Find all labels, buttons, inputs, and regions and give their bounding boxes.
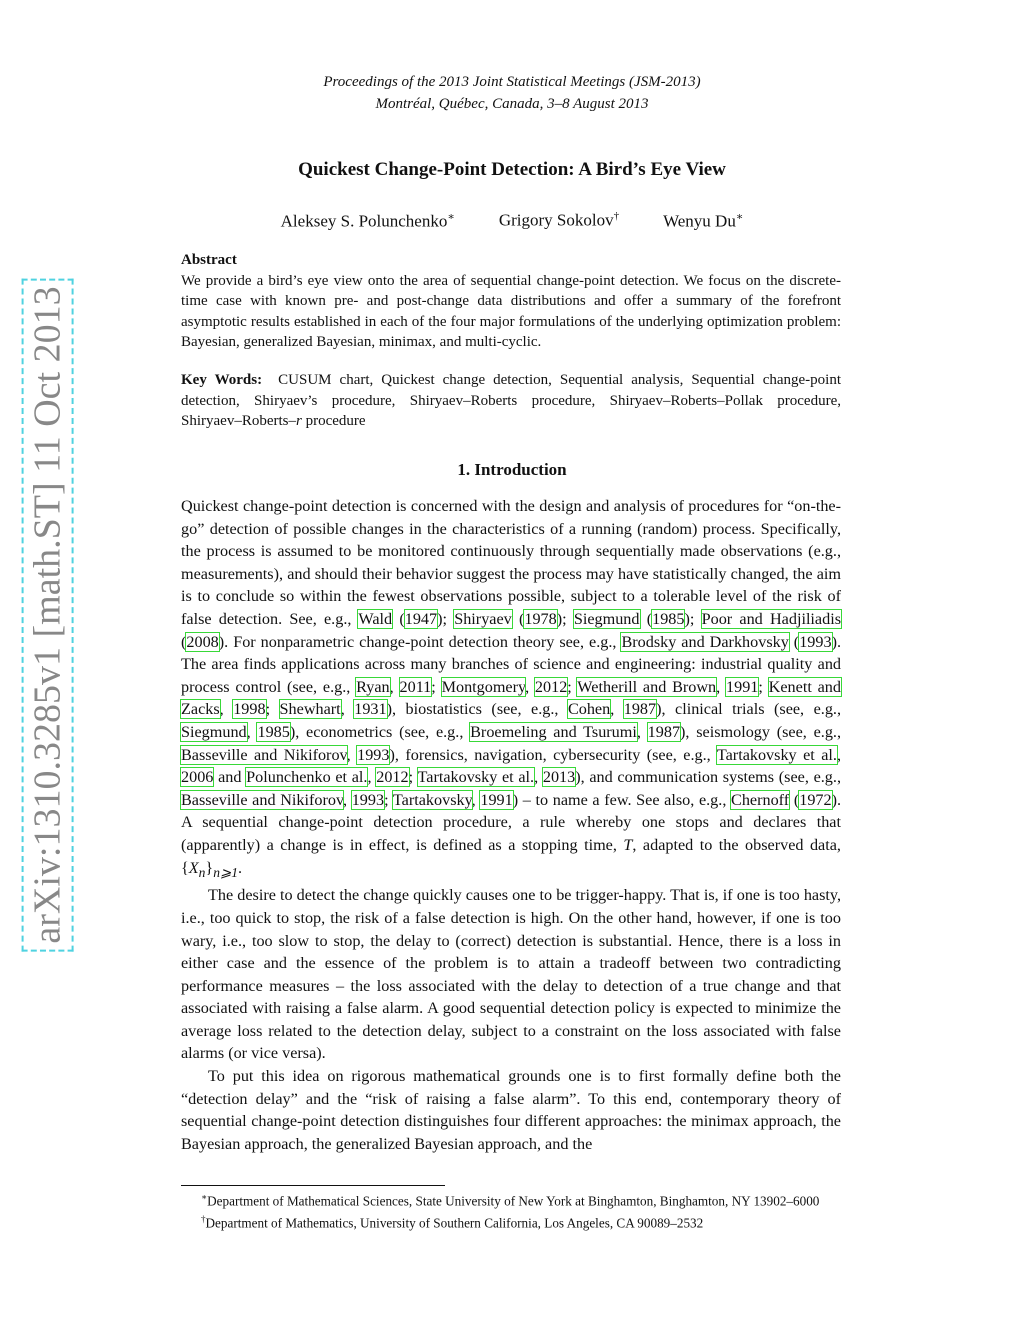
- citation-link[interactable]: Wetherill and Brown: [577, 677, 717, 696]
- abstract-text: We provide a bird’s eye view onto the area of sequential change-point detection. We focus on the discrete-time case with known pre- and post-change data distributions and offer a summary of the forefront asymptotic results established in each of the four major formulations of the underlying optimization problem: Bayesian, generalized Bayesian, minimax, and multi-cyclic.: [181, 272, 841, 350]
- citation-link[interactable]: Basseville and Nikiforov: [181, 790, 343, 809]
- citation-year-link[interactable]: 1993: [357, 745, 390, 764]
- keywords: Key Words: CUSUM chart, Quickest change detection, Sequential analysis, Sequential change-point detection, Shiryaev’s procedure, Shiryaev–Roberts procedure, Shiryaev–Roberts–Pollak procedure, Shiryaev–Roberts–r procedure: [181, 372, 841, 429]
- author: Grigory Sokolov†: [498, 210, 620, 230]
- paragraph: Quickest change-point detection is concerned with the design and analysis of procedures for “on-the-go” detection of possible changes in the characteristics of a running (random) process. Specifically, the process is assumed to be monitored continuously through sequentially made observations (e.g., measurements), and should their behavior suggest the process may have statistically changed, the aim is to conclude so within the fewest observations possible, subject to a tolerable level of the risk of false detection. See, e.g., Wald (1947); Shiryaev (1978); Siegmund (1985); Poor and Hadjiliadis (2008). For nonparametric change-point detection theory see, e.g., Brodsky and Darkhovsky (1993). The area finds applications across many branches of science and engineering: industrial quality and process control (see, e.g., Ryan, 2011; Montgomery, 2012; Wetherill and Brown, 1991; Kenett and Zacks, 1998; Shewhart, 1931), biostatistics (see, e.g., Cohen, 1987), clinical trials (see, e.g., Siegmund, 1985), econometrics (see, e.g., Broemeling and Tsurumi, 1987), seismology (see, e.g., Basseville and Nikiforov, 1993), forensics, navigation, cybersecurity (see, e.g., Tartakovsky et al., 2006 and Polunchenko et al., 2012; Tartakovsky et al., 2013), and communication systems (see, e.g., Basseville and Nikiforov, 1993; Tartakovsky, 1991) – to name a few. See also, e.g., Chernoff (1972). A sequential change-point detection procedure, a rule whereby one stops and declares that (apparently) a change is in effect, is defined as a stopping time, T, adapted to the observed data, $\{X_n\}_{n⩾1}$.: [181, 497, 842, 880]
- citation-year-link[interactable]: 2011: [399, 677, 432, 696]
- proceedings-line-1: Proceedings of the 2013 Joint Statistical Meetings (JSM-2013): [323, 74, 701, 90]
- citation-year-link[interactable]: 2013: [542, 768, 576, 787]
- citation-year-link[interactable]: 1987: [647, 722, 681, 741]
- citation-link[interactable]: Ryan: [356, 677, 390, 696]
- paragraph: To put this idea on rigorous mathematical grounds one is to first formally define both the “detection delay” and the “risk of raising a false alarm”. To this end, contemporary theory of sequential change-point detection distinguishes four different approaches: the minimax approach, the Bayesian approach, the generalized Bayesian approach, and the: [181, 1067, 841, 1153]
- citation-year-link[interactable]: 1993: [351, 790, 385, 809]
- proceedings-line-2: Montréal, Québec, Canada, 3–8 August 2013: [375, 96, 649, 112]
- citation-link[interactable]: Tartakovsky et al.: [417, 768, 535, 787]
- citation-link[interactable]: Polunchenko et al.: [246, 768, 368, 787]
- citation-link[interactable]: Siegmund: [573, 609, 640, 628]
- citation-link[interactable]: Poor and Hadjiliadis: [701, 609, 842, 628]
- keywords-text: CUSUM chart, Quickest change detection, Sequential analysis, Sequential change-point detection, Shiryaev’s procedure, Shiryaev–Roberts procedure, Shiryaev–Roberts–Pollak procedure, Shiryaev–Roberts–: [181, 372, 841, 429]
- citation-year-link[interactable]: 2006: [181, 768, 214, 787]
- citation-link[interactable]: Cohen: [567, 700, 611, 719]
- citation-link[interactable]: Basseville and Nikiforov: [181, 745, 347, 764]
- abstract-heading: Abstract: [181, 252, 237, 268]
- citation-year-link[interactable]: 2012: [534, 677, 568, 696]
- citation-year-link[interactable]: 1985: [652, 609, 685, 628]
- citation-year-link[interactable]: 1972: [799, 790, 832, 809]
- introduction-body: [181, 495, 841, 1155]
- arxiv-stamp: [18, 286, 78, 944]
- footnotes: [181, 1188, 841, 1233]
- footnote: ∗Department of Mathematical Sciences, State University of New York at Binghamton, Binghamton, NY 13902–6000: [201, 1192, 820, 1209]
- citation-link[interactable]: Chernoff: [731, 790, 790, 809]
- citation-year-link[interactable]: 1991: [480, 790, 513, 809]
- citation-link[interactable]: Tartakovsky et al.: [716, 745, 837, 764]
- arxiv-id: arXiv:1310.3285v1 [math.ST] 11 Oct 2013: [24, 280, 72, 949]
- citation-year-link[interactable]: 1985: [257, 722, 290, 741]
- section-heading: 1. Introduction: [457, 460, 567, 479]
- keywords-label: Key Words:: [181, 372, 263, 388]
- citation-year-link[interactable]: 2012: [376, 768, 409, 787]
- author: Aleksey S. Polunchenko∗: [280, 211, 455, 231]
- citation-link[interactable]: Kenett and Zacks: [181, 677, 841, 719]
- citation-year-link[interactable]: 1987: [623, 700, 657, 719]
- citation-year-link[interactable]: 1978: [524, 609, 557, 628]
- citation-year-link[interactable]: 2008: [186, 632, 219, 651]
- citation-year-link[interactable]: 1998: [233, 700, 266, 719]
- citation-link[interactable]: Siegmund: [181, 722, 247, 741]
- citation-link[interactable]: Tartakovsky: [392, 790, 472, 809]
- citation-link[interactable]: Shewhart: [279, 700, 341, 719]
- citation-year-link[interactable]: 1993: [799, 632, 832, 651]
- abstract: [181, 250, 841, 353]
- author: Wenyu Du∗: [663, 211, 744, 231]
- citation-link[interactable]: Shiryaev: [454, 609, 512, 628]
- author-list: [0, 210, 1024, 232]
- citation-year-link[interactable]: 1947: [404, 609, 438, 628]
- paper-title: Quickest Change-Point Detection: A Bird’s Eye View: [298, 159, 726, 180]
- citation-link[interactable]: Broemeling and Tsurumi: [470, 722, 637, 741]
- citation-year-link[interactable]: 1991: [726, 677, 759, 696]
- footnote-rule: [181, 1185, 445, 1186]
- citation-link[interactable]: Wald: [358, 609, 393, 628]
- citation-link[interactable]: Brodsky and Darkhovsky: [621, 632, 789, 651]
- footnote: †Department of Mathematics, University of Southern California, Los Angeles, CA 90089–2532: [201, 1214, 704, 1231]
- paragraph: The desire to detect the change quickly causes one to be trigger-happy. That is, if one is too hasty, i.e., too quick to stop, the risk of a false detection is high. On the other hand, however, if one is too wary, i.e., too slow to stop, the delay to (correct) detection is substantial. Hence, there is a loss in either case and the essence of the problem is to attain a tradeoff between two contradicting performance measures – the loss associated with the delay to detection of a true change and that associated with raising a false alarm. A good sequential detection policy is expected to minimize the average loss related to the detection delay, subject to a constraint on the loss associated with false alarms (or vice versa).: [181, 886, 841, 1063]
- citation-year-link[interactable]: 1931: [354, 700, 387, 719]
- citation-link[interactable]: Montgomery: [441, 677, 526, 696]
